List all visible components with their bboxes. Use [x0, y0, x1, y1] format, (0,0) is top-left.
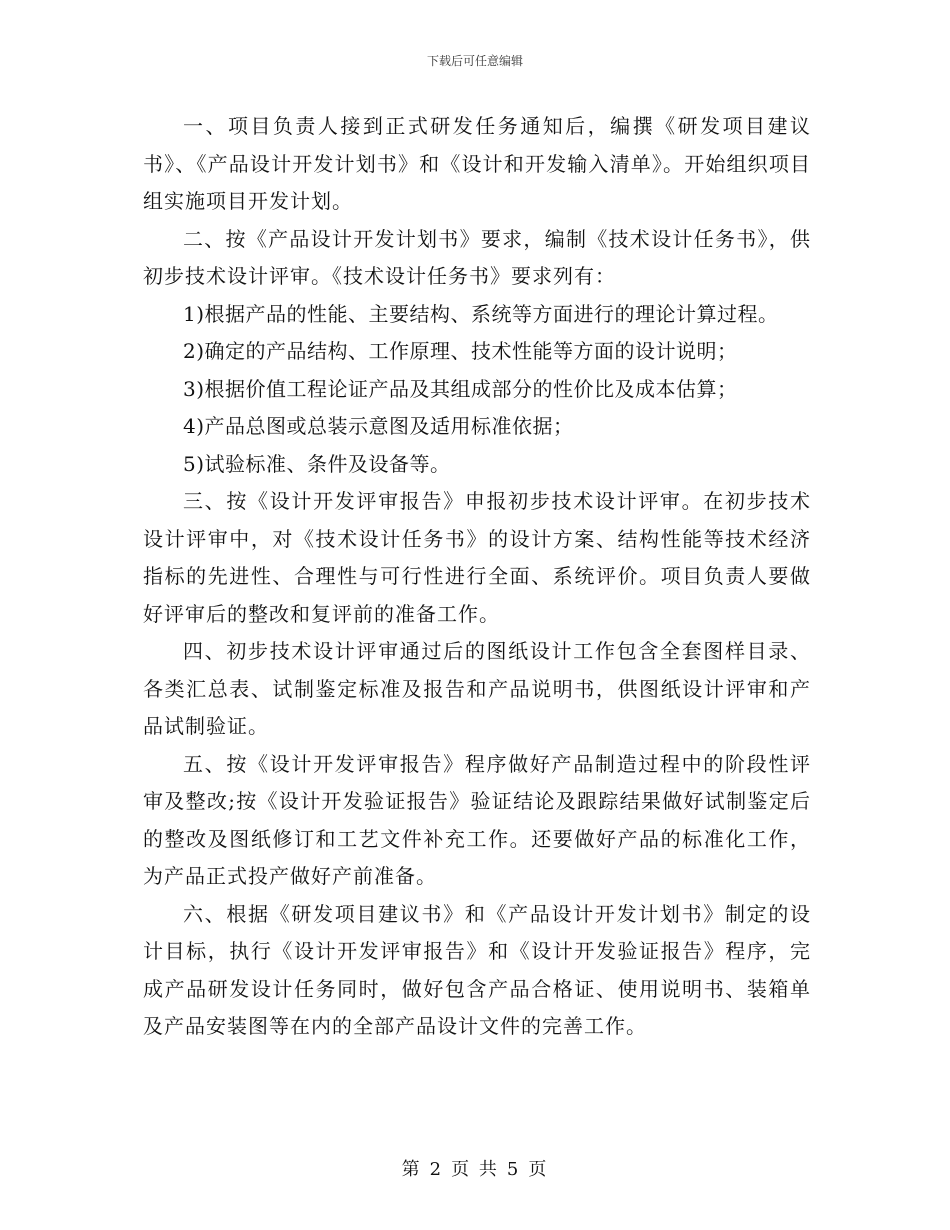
page-header-note: 下载后可任意编辑: [426, 54, 523, 68]
total-page-count: 5: [506, 1159, 521, 1180]
page-number-footer: [0, 1155, 950, 1181]
paragraph-2: 二、按《产品设计开发计划书》要求，编制《技术设计任务书》，供初步技术设计评审。《技术设计任务书》要求列有：: [143, 226, 811, 288]
paragraph-5: 五、按《设计开发评审报告》程序做好产品制造过程中的阶段性评审及整改;按《设计开发验证报告》验证结论及跟踪结果做好试制鉴定后的整改及图纸修订和工艺文件补充工作。还要做好产品的标准化工作，为产品正式投产做好产前准备。: [143, 751, 811, 888]
document-body: [143, 108, 811, 1046]
paragraph-1: 一、项目负责人接到正式研发任务通知后，编撰《研发项目建议书》、《产品设计开发计划书》和《设计和开发输入清单》。开始组织项目组实施项目开发计划。: [143, 114, 811, 213]
list-item-1: 1)根据产品的性能、主要结构、系统等方面进行的理论计算过程。: [183, 301, 779, 326]
list-item-4: 4)产品总图或总装示意图及适用标准依据；: [183, 414, 574, 438]
list-item-5: 5)试验标准、条件及设备等。: [183, 451, 451, 476]
current-page-number: 2: [429, 1159, 444, 1180]
footer-middle: 页 共: [451, 1159, 499, 1180]
paragraph-4: 四、初步技术设计评审通过后的图纸设计工作包含全套图样目录、各类汇总表、试制鉴定标准及报告和产品说明书，供图纸设计评审和产品试制验证。: [143, 639, 811, 738]
paragraph-3: 三、按《设计开发评审报告》申报初步技术设计评审。在初步技术设计评审中，对《技术设计任务书》的设计方案、结构性能等技术经济指标的先进性、合理性与可行性进行全面、系统评价。项目负责人要做好评审后的整改和复评前的准备工作。: [143, 489, 811, 626]
footer-prefix: 第: [401, 1159, 422, 1180]
list-item-3: 3)根据价值工程论证产品及其组成部分的性价比及成本估算；: [183, 376, 738, 401]
footer-suffix: 页: [528, 1159, 549, 1180]
list-item-2: 2)确定的产品结构、工作原理、技术性能等方面的设计说明；: [183, 339, 738, 363]
paragraph-6: 六、根据《研发项目建议书》和《产品设计开发计划书》制定的设计目标，执行《设计开发评审报告》和《设计开发验证报告》程序，完成产品研发设计任务同时，做好包含产品合格证、使用说明书、装箱单及产品安装图等在内的全部产品设计文件的完善工作。: [143, 901, 811, 1038]
